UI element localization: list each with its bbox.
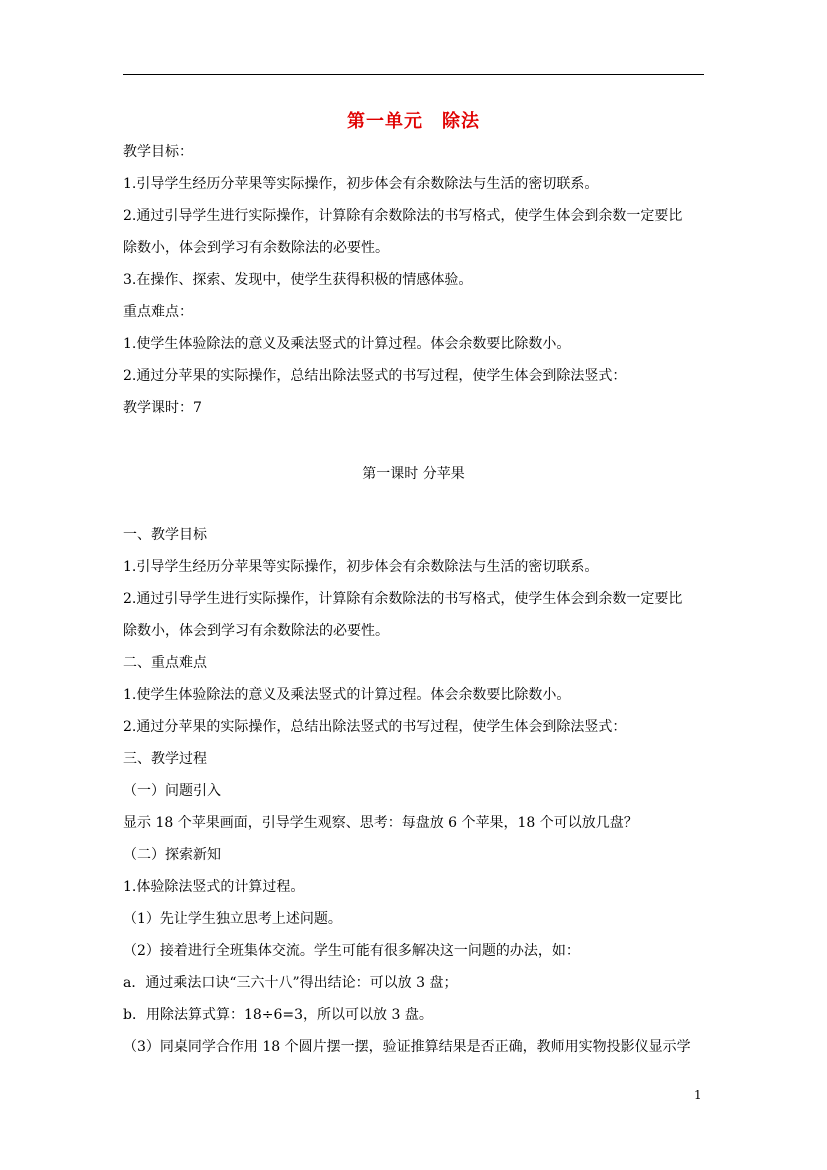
lesson-line: 2.通过引导学生进行实际操作，计算除有余数除法的书写格式，使学生体会到余数一定要比 <box>123 591 683 607</box>
lesson-line: 2.通过分苹果的实际操作，总结出除法竖式的书写过程，使学生体会到除法竖式： <box>123 719 627 735</box>
lesson-line: （二）探索新知 <box>123 847 221 863</box>
lesson-line: 显示 18 个苹果画面，引导学生观察、思考：每盘放 6 个苹果，18 个可以放几盘？ <box>123 815 638 831</box>
lesson-line: 1.体验除法竖式的计算过程。 <box>123 879 305 895</box>
lesson-line: 1.使学生体验除法的意义及乘法竖式的计算过程。体会余数要比除数小。 <box>123 687 571 703</box>
lesson-line: （2）接着进行全班集体交流。学生可能有很多解决这一问题的办法，如： <box>123 943 580 959</box>
intro-line: 2.通过引导学生进行实际操作，计算除有余数除法的书写格式，使学生体会到余数一定要比 <box>123 208 683 224</box>
intro-line: 2.通过分苹果的实际操作，总结出除法竖式的书写过程，使学生体会到除法竖式： <box>123 368 627 384</box>
lesson-line: （一）问题引入 <box>123 783 221 799</box>
lesson-line: a．通过乘法口诀“三六十八”得出结论：可以放 3 盘； <box>123 975 458 991</box>
lesson-line: （3）同桌同学合作用 18 个圆片摆一摆，验证推算结果是否正确，教师用实物投影仪显示学 <box>123 1039 691 1055</box>
intro-line: 1.使学生体验除法的意义及乘法竖式的计算过程。体会余数要比除数小。 <box>123 336 571 352</box>
intro-line: 重点难点： <box>123 304 193 320</box>
lesson-line: b．用除法算式算：18÷6=3，所以可以放 3 盘。 <box>123 1007 433 1023</box>
lesson-line: 二、重点难点 <box>123 655 207 671</box>
lesson-line: 一、教学目标 <box>123 527 207 543</box>
intro-line: 1.引导学生经历分苹果等实际操作，初步体会有余数除法与生活的密切联系。 <box>123 176 599 192</box>
intro-line: 教学目标： <box>123 144 193 160</box>
intro-line: 除数小，体会到学习有余数除法的必要性。 <box>123 240 389 256</box>
intro-line: 教学课时：7 <box>123 400 202 416</box>
lesson-line: 三、教学过程 <box>123 751 207 767</box>
header-rule <box>123 74 704 75</box>
lesson-line: 1.引导学生经历分苹果等实际操作，初步体会有余数除法与生活的密切联系。 <box>123 559 599 575</box>
lesson-line: （1）先让学生独立思考上述问题。 <box>123 911 342 927</box>
lesson-line: 除数小，体会到学习有余数除法的必要性。 <box>123 623 389 639</box>
unit-title: 第一单元 除法 <box>347 111 480 132</box>
page-number: 1 <box>694 1088 702 1102</box>
intro-line: 3.在操作、探索、发现中，使学生获得积极的情感体验。 <box>123 272 473 288</box>
lesson-title: 第一课时 分苹果 <box>362 466 465 482</box>
